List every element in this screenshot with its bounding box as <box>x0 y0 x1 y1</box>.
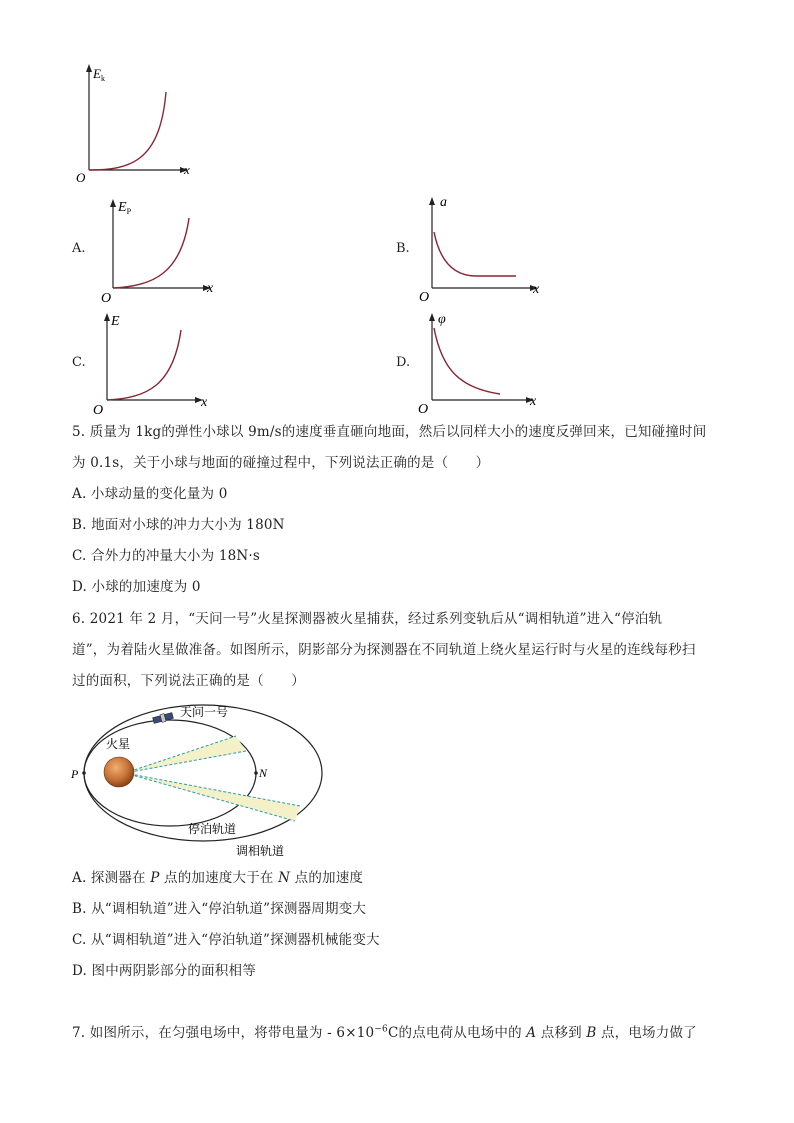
q7-point-b: B <box>586 1025 597 1041</box>
outer-orbit-label: 调相轨道 <box>236 844 285 858</box>
option-d-label: D. <box>396 355 411 370</box>
q6-option-a-point-n: N <box>278 870 291 886</box>
option-c-label: C. <box>72 355 86 370</box>
q5-stem-line2: 为 0.1s，关于小球与地面的碰撞过程中，下列说法正确的是（ ） <box>72 455 490 471</box>
point-n-dot <box>254 771 258 775</box>
ek-x-label: x <box>184 162 190 177</box>
phi-y-arrow <box>429 313 435 321</box>
q5-stem-line1: 5. 质量为 1kg的弹性小球以 9m/s的速度垂直砸向地面，然后以同样大小的速度反弹回来，已知碰撞时间 <box>72 424 707 440</box>
probe-label: 天问一号 <box>180 705 229 719</box>
a-curve <box>434 232 516 276</box>
option-a-label: A. <box>72 241 86 256</box>
e-graph <box>91 310 221 418</box>
a-y-arrow <box>429 197 435 205</box>
q5-option-d: D. 小球的加速度为 0 <box>72 579 201 595</box>
e-x-label: x <box>201 395 208 410</box>
ep-graph <box>93 196 223 306</box>
phi-graph <box>414 308 549 418</box>
phi-y-label: φ <box>438 312 446 327</box>
e-y-arrow <box>104 313 110 321</box>
point-p-dot <box>82 771 86 775</box>
q6-stem-line1: 6. 2021 年 2 月，“天问一号”火星探测器被火星捕获，经过系列变轨后从“调相轨道”进入“停泊轨 <box>72 611 663 627</box>
orbit-figure <box>68 700 330 862</box>
q6-stem-line2: 道”，为着陆火星做准备。如图所示，阴影部分为探测器在不同轨道上绕火星运行时与火星的连线每秒扫 <box>72 642 696 658</box>
q5-option-a: A. 小球动量的变化量为 0 <box>72 486 228 502</box>
q6-option-b: B. 从“调相轨道”进入“停泊轨道”探测器周期变大 <box>72 901 367 917</box>
inner-shaded-sector <box>125 736 246 773</box>
a-y-label: a <box>440 195 447 210</box>
q7-point-a: A <box>526 1025 537 1041</box>
q7-stem-line1: 7. 如图所示，在匀强电场中，将带电量为 - $6\times 10^{-6}C$的点电荷从电场中的 A 点移到 B 点，电场力做了 <box>72 1024 697 1041</box>
q5-option-b: B. 地面对小球的冲力大小为 180N <box>72 517 285 533</box>
q6-option-a: A. 探测器在 P 点的加速度大于在 N 点的加速度 <box>72 870 364 886</box>
phi-curve <box>434 328 500 394</box>
phi-origin: O <box>418 402 429 417</box>
ek-curve <box>89 92 166 170</box>
ek-origin: O <box>76 170 86 185</box>
inner-orbit-label: 停泊轨道 <box>188 822 237 836</box>
option-b-label: B. <box>396 241 410 256</box>
e-y-label: E <box>111 314 120 329</box>
q6-option-c: C. 从“调相轨道”进入“停泊轨道”探测器机械能变大 <box>72 932 380 948</box>
a-origin: O <box>419 290 430 304</box>
a-graph <box>414 192 549 304</box>
ek-y-arrow <box>86 64 92 72</box>
ep-curve <box>113 218 189 288</box>
ek-graph <box>70 62 200 187</box>
q7-exponent: −6 <box>374 1024 388 1035</box>
point-n-label: N <box>259 766 268 780</box>
ep-x-label: x <box>207 281 214 296</box>
ep-y-label: $E_P$ <box>118 200 132 216</box>
ep-y-arrow <box>110 199 116 207</box>
ek-y-label: $E_k$ <box>93 66 105 83</box>
e-curve <box>107 330 181 400</box>
q6-stem-line3: 过的面积，下列说法正确的是（ ） <box>72 673 305 689</box>
e-origin: O <box>93 403 104 418</box>
ep-origin: O <box>101 291 112 306</box>
a-x-label: x <box>533 282 540 297</box>
point-p-label: P <box>71 767 79 781</box>
mars-planet <box>104 757 134 787</box>
probe-icon <box>152 712 173 725</box>
q6-option-d: D. 图中两阴影部分的面积相等 <box>72 963 256 979</box>
q5-option-c: C. 合外力的冲量大小为 18N·s <box>72 548 261 564</box>
q6-option-a-point-p: P <box>150 870 160 886</box>
mars-label: 火星 <box>106 737 131 751</box>
phi-x-label: x <box>530 394 537 409</box>
